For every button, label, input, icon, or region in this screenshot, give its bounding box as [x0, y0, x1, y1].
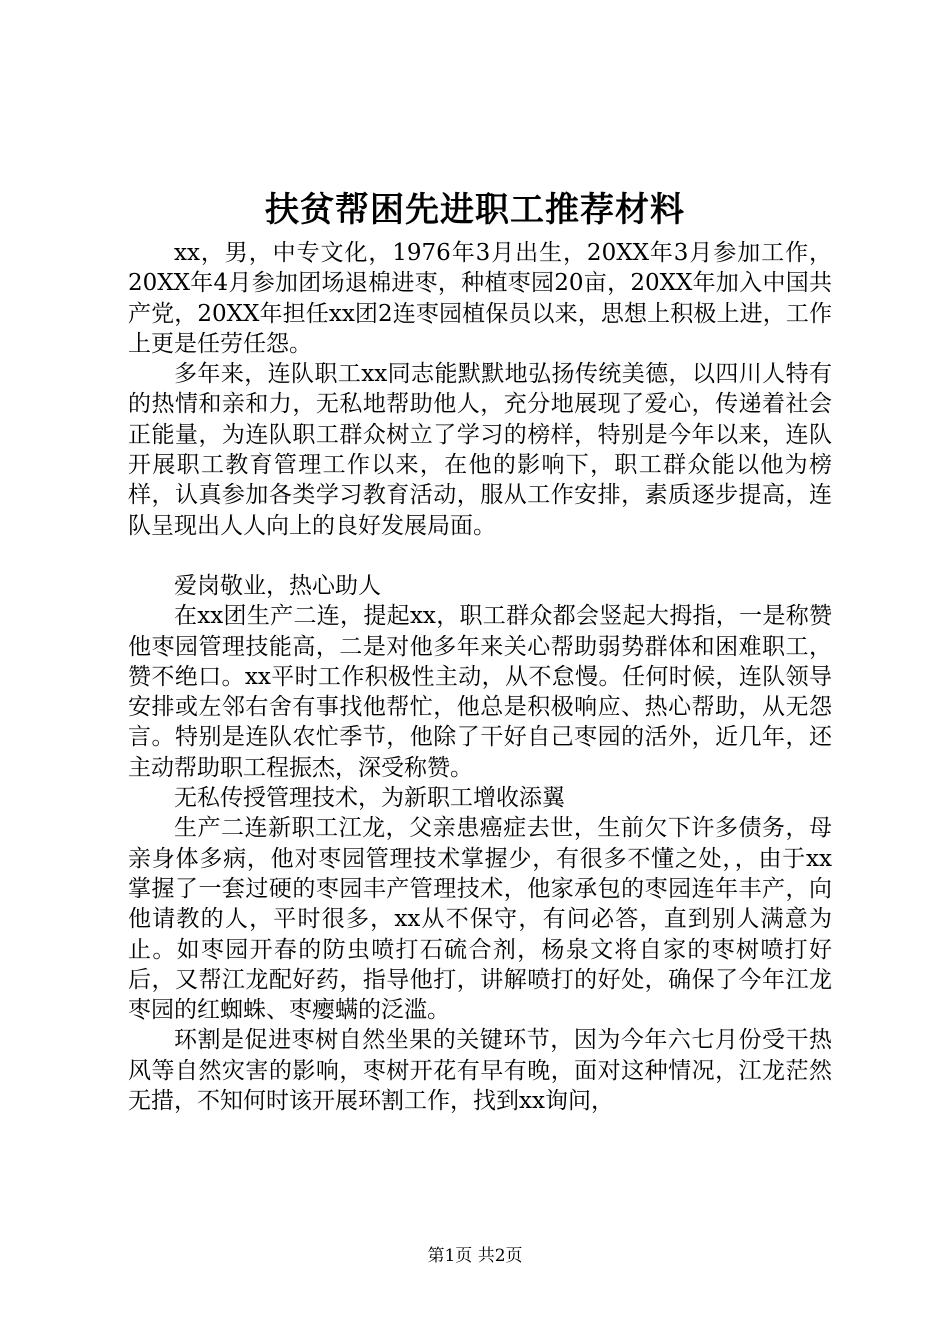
paragraph-dedication: 在xx团生产二连，提起xx，职工群众都会竖起大拇指，一是称赞他枣园管理技能高，二是对他多年来关心帮助弱势群体和困难职工，赞不绝口。xx平时工作积极性主动，从不怠慢。任何时候，连队领导安排或左邻右舍有事找他帮忙，他总是积极响应、热心帮助，从无怨言。特别是连队农忙季节，他除了干好自己枣园的活外，近几年，还主动帮助职工程振杰，深受称赞。 [128, 603, 832, 781]
paragraph-spacer [128, 541, 832, 571]
section-heading-technique: 无私传授管理技术，为新职工增收添翼 [174, 785, 565, 812]
paragraph-overview: 多年来，连队职工xx同志能默默地弘扬传统美德，以四川人特有的热情和亲和力，无私地帮助他人，充分地展现了爱心，传递着社会正能量，为连队职工群众树立了学习的榜样，特别是今年以来，连队开展职工教育管理工作以来，在他的影响下，职工群众能以他为榜样，认真参加各类学习教育活动，服从工作安排，素质逐步提高，连队呈现出人人向上的良好发展局面。 [128, 361, 832, 539]
section-heading-dedication: 爱岗敬业，热心助人 [174, 572, 381, 599]
paragraph-girdling: 环割是促进枣树自然坐果的关键环节，因为今年六七月份受干热风等自然灾害的影响，枣树开花有早有晚，面对这种情况，江龙茫然无措，不知何时该开展环割工作，找到xx询问， [128, 1027, 832, 1115]
paragraph-technique: 生产二连新职工江龙，父亲患癌症去世，生前欠下许多债务，母亲身体多病，他对枣园管理技术掌握少，有很多不懂之处，，由于xx掌握了一套过硬的枣园丰产管理技术，他家承包的枣园连年丰产，向他请教的人，平时很多，xx从不保守，有问必答，直到别人满意为止。如枣园开春的防虫喷打石硫合剂，杨泉文将自家的枣树喷打好后，又帮江龙配好药，指导他打，讲解喷打的好处，确保了今年江龙枣园的红蜘蛛、枣瘿螨的泛滥。 [128, 815, 832, 1024]
document-title: 扶贫帮困先进职工推荐材料 [265, 190, 685, 230]
page-number: 第1页 共2页 [427, 1246, 523, 1266]
document-body [128, 238, 832, 1116]
paragraph-intro: xx，男，中专文化，1976年3月出生，20XX年3月参加工作，20XX年4月参加团场退棉进枣，种植枣园20亩，20XX年加入中国共产党，20XX年担任xx团2连枣园植保员以来，思想上积极上进，工作上更是任劳任怨。 [128, 240, 832, 357]
